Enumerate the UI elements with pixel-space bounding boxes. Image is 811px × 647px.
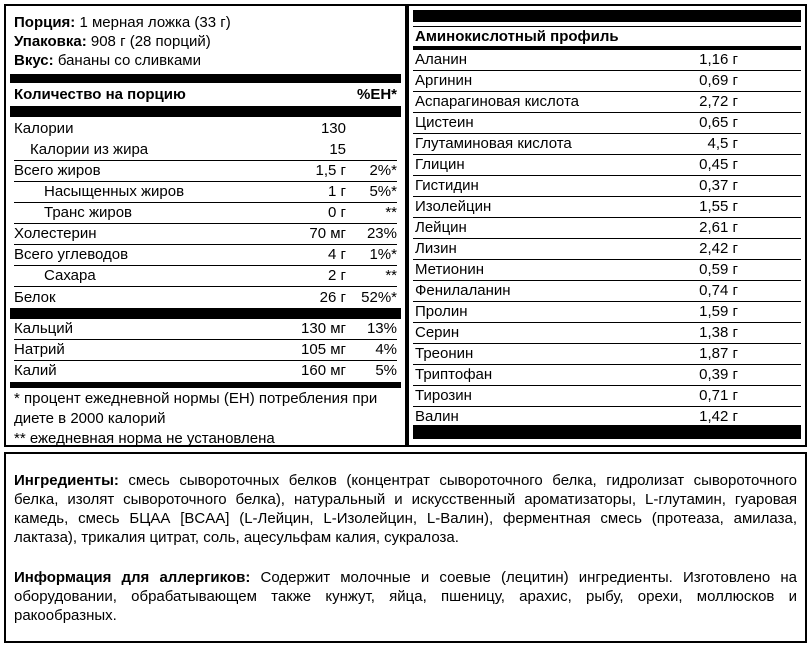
allergen-text: Содержит молочные и соевые (лецитин) ингредиенты. Изготовлено на оборудовании, обрабатывающем также кунжут, яйца, пшеницу, арахис, рыбу, орехи, моллюсков и ракообразных. <box>14 569 797 624</box>
nutrient-row: Калории 130 <box>14 120 346 137</box>
amino-acid-value: 0,59 г <box>699 261 738 278</box>
nutrient-row: Калории из жира 15 <box>14 139 397 161</box>
amino-acid-row <box>413 217 801 238</box>
amino-acid-name: Пролин <box>415 303 468 320</box>
footnote-daily-value: * процент ежедневной нормы (ЕН) потребления при диете в 2000 калорий <box>14 390 378 427</box>
amino-acid-name: Триптофан <box>415 366 493 383</box>
amino-acid-name: Гистидин <box>415 177 479 194</box>
nutrition-facts-panel <box>4 4 407 447</box>
amino-acid-name: Аргинин <box>415 72 473 89</box>
serving-size-line: Порция: 1 мерная ложка (33 г) <box>14 14 231 31</box>
amino-acid-value: 0,74 г <box>699 282 738 299</box>
nutrient-row: Всего жиров 1,5 г 2%* <box>14 160 397 182</box>
amino-acid-value: 0,65 г <box>699 114 738 131</box>
amino-acid-name: Аланин <box>415 51 468 68</box>
thick-divider <box>413 10 801 22</box>
amino-profile-title: Аминокислотный профиль <box>413 26 801 47</box>
amino-acid-value: 1,59 г <box>699 303 738 320</box>
amino-acid-name: Глутаминовая кислота <box>415 135 572 152</box>
daily-value-header: %ЕН* <box>356 86 397 103</box>
amino-acid-row <box>413 385 801 406</box>
footnote-not-established: ** ежедневная норма не установлена <box>14 430 275 447</box>
amino-acid-row <box>413 238 801 259</box>
mineral-row: Натрий 105 мг 4% <box>14 339 397 361</box>
allergen-paragraph <box>14 568 797 625</box>
amino-acid-value: 1,42 г <box>699 408 738 425</box>
amino-acid-name: Лейцин <box>415 219 467 236</box>
thick-divider <box>10 382 401 388</box>
amino-acid-value: 2,42 г <box>699 240 738 257</box>
amino-acid-name: Метионин <box>415 261 485 278</box>
nutrient-row: Транс жиров 0 г ** <box>14 202 397 224</box>
thick-divider <box>413 425 801 439</box>
amino-acid-row <box>413 406 801 427</box>
amino-acid-name: Фенилаланин <box>415 282 511 299</box>
amino-acid-name: Глицин <box>415 156 465 173</box>
amino-acid-row <box>413 112 801 133</box>
amino-acid-value: 1,16 г <box>699 51 738 68</box>
amino-acid-name: Цистеин <box>415 114 474 131</box>
amino-acid-row <box>413 133 801 154</box>
amino-acid-value: 1,87 г <box>699 345 738 362</box>
amino-acid-name: Лизин <box>415 240 457 257</box>
amino-acid-value: 0,37 г <box>699 177 738 194</box>
amino-acid-row <box>413 91 801 112</box>
amino-acid-value: 0,45 г <box>699 156 738 173</box>
amino-acid-value: 0,69 г <box>699 72 738 89</box>
amino-acid-row <box>413 259 801 280</box>
amino-acid-value: 1,55 г <box>699 198 738 215</box>
amount-per-serving-label: Количество на порцию <box>14 86 186 103</box>
amino-acid-row <box>413 175 801 196</box>
amino-acid-row <box>413 301 801 322</box>
amino-acid-value: 2,72 г <box>699 93 738 110</box>
amino-acid-row <box>413 70 801 91</box>
amino-acid-name: Серин <box>415 324 460 341</box>
amino-acid-name: Валин <box>415 408 459 425</box>
amino-acid-row <box>413 49 801 70</box>
nutrient-row: Насыщенных жиров 1 г 5%* <box>14 181 397 203</box>
nutrition-header <box>14 85 397 105</box>
amino-acid-row <box>413 343 801 364</box>
amino-acid-row <box>413 154 801 175</box>
amino-acid-name: Тирозин <box>415 387 472 404</box>
mineral-row: Кальций 130 мг 13% <box>14 318 397 340</box>
ingredients-paragraph <box>14 471 797 547</box>
amino-acid-value: 0,39 г <box>699 366 738 383</box>
amino-acid-row <box>413 364 801 385</box>
amino-acid-value: 0,71 г <box>699 387 738 404</box>
nutrient-row: Сахара 2 г ** <box>14 265 397 287</box>
amino-acid-name: Треонин <box>415 345 474 362</box>
amino-acid-value: 4,5 г <box>707 135 738 152</box>
nutrient-row: Всего углеводов 4 г 1%* <box>14 244 397 266</box>
amino-acid-row <box>413 322 801 343</box>
amino-acid-row <box>413 280 801 301</box>
ingredients-label: Ингредиенты: <box>14 472 119 489</box>
flavor-line: Вкус: бананы со сливками <box>14 52 201 69</box>
amino-acid-panel <box>407 4 807 447</box>
amino-acid-value: 1,38 г <box>699 324 738 341</box>
amino-acid-name: Аспарагиновая кислота <box>415 93 579 110</box>
amino-acid-value: 2,61 г <box>699 219 738 236</box>
package-line: Упаковка: 908 г (28 порций) <box>14 33 211 50</box>
mineral-row: Калий 160 мг 5% <box>14 362 397 379</box>
ingredients-panel <box>4 452 807 643</box>
nutrient-row: Холестерин 70 мг 23% <box>14 223 397 245</box>
ingredients-text: смесь сывороточных белков (концентрат сывороточного белка, гидролизат сывороточного белка, изолят сывороточного белка), натуральный и искусственный ароматизаторы, L-глутамин, гуаровая камедь, смесь БЦАА [BCAA] (L-Лейцин, L-Изолейцин, L-Валин), ферментная смесь (протеаза, амилаза, лактаза), трикалия цитрат, соль, ацесульфам калия, сукралоза. <box>14 472 797 546</box>
amino-acid-name: Изолейцин <box>415 198 492 215</box>
amino-acid-row <box>413 196 801 217</box>
allergen-label: Информация для аллергиков: <box>14 569 251 586</box>
thick-divider <box>10 74 401 83</box>
nutrient-row: Белок 26 г 52%* <box>14 289 397 306</box>
thick-divider <box>10 106 401 117</box>
